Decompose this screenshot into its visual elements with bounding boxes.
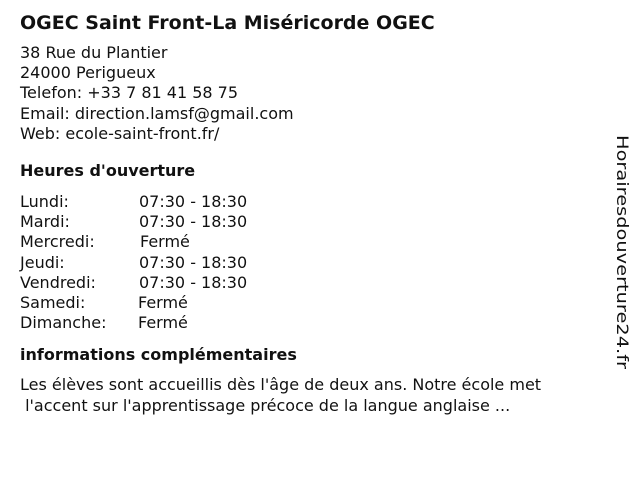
- day-label: Jeudi:: [20, 252, 65, 272]
- hours-value: 07:30 - 18:30: [139, 192, 248, 212]
- day-label: Dimanche:: [20, 313, 107, 333]
- opening-hours-heading: Heures d'ouverture: [20, 161, 196, 181]
- info-line-1: Les élèves sont accueillis dès l'âge de deux ans. Notre école met: [20, 375, 542, 395]
- hours-row-lundi: [20, 192, 610, 212]
- hours-row-samedi: [20, 293, 610, 313]
- day-label: Samedi:: [20, 292, 86, 312]
- hours-row-vendredi: [20, 273, 610, 293]
- hours-row-jeudi: [20, 253, 610, 273]
- additional-info-heading: informations complémentaires: [20, 345, 297, 365]
- additional-info-text: [20, 374, 610, 416]
- city-postal-code: 24000 Perigueux: [20, 63, 156, 83]
- watermark-svg: [610, 135, 635, 370]
- day-label: Lundi:: [20, 192, 69, 212]
- hours-value: Fermé: [140, 232, 190, 252]
- email-address: Email: direction.lamsf@gmail.com: [20, 103, 294, 123]
- hours-value: 07:30 - 18:30: [139, 212, 248, 232]
- listing-card: [20, 11, 610, 416]
- hours-value: Fermé: [138, 292, 188, 312]
- street-address: 38 Rue du Plantier: [20, 43, 168, 62]
- listing-title: OGEC Saint Front-La Miséricorde OGEC: [20, 12, 435, 34]
- opening-hours-table: [20, 192, 610, 333]
- hours-row-mercredi: [20, 232, 610, 252]
- watermark-text: Horairesdouverture24.fr: [613, 135, 632, 329]
- site-watermark: [610, 135, 635, 370]
- phone-number: Telefon: +33 7 81 41 58 75: [20, 83, 239, 103]
- hours-row-dimanche: [20, 313, 610, 333]
- hours-row-mardi: [20, 212, 610, 232]
- hours-value: Fermé: [138, 313, 188, 333]
- day-label: Vendredi:: [20, 272, 96, 292]
- day-label: Mercredi:: [20, 232, 95, 252]
- hours-value: 07:30 - 18:30: [139, 252, 248, 272]
- info-line-2: l'accent sur l'apprentissage précoce de la langue anglaise ...: [20, 396, 511, 416]
- day-label: Mardi:: [20, 212, 70, 232]
- hours-value: 07:30 - 18:30: [139, 272, 248, 292]
- website: Web: ecole-saint-front.fr/: [20, 123, 220, 143]
- address-block: [20, 43, 610, 144]
